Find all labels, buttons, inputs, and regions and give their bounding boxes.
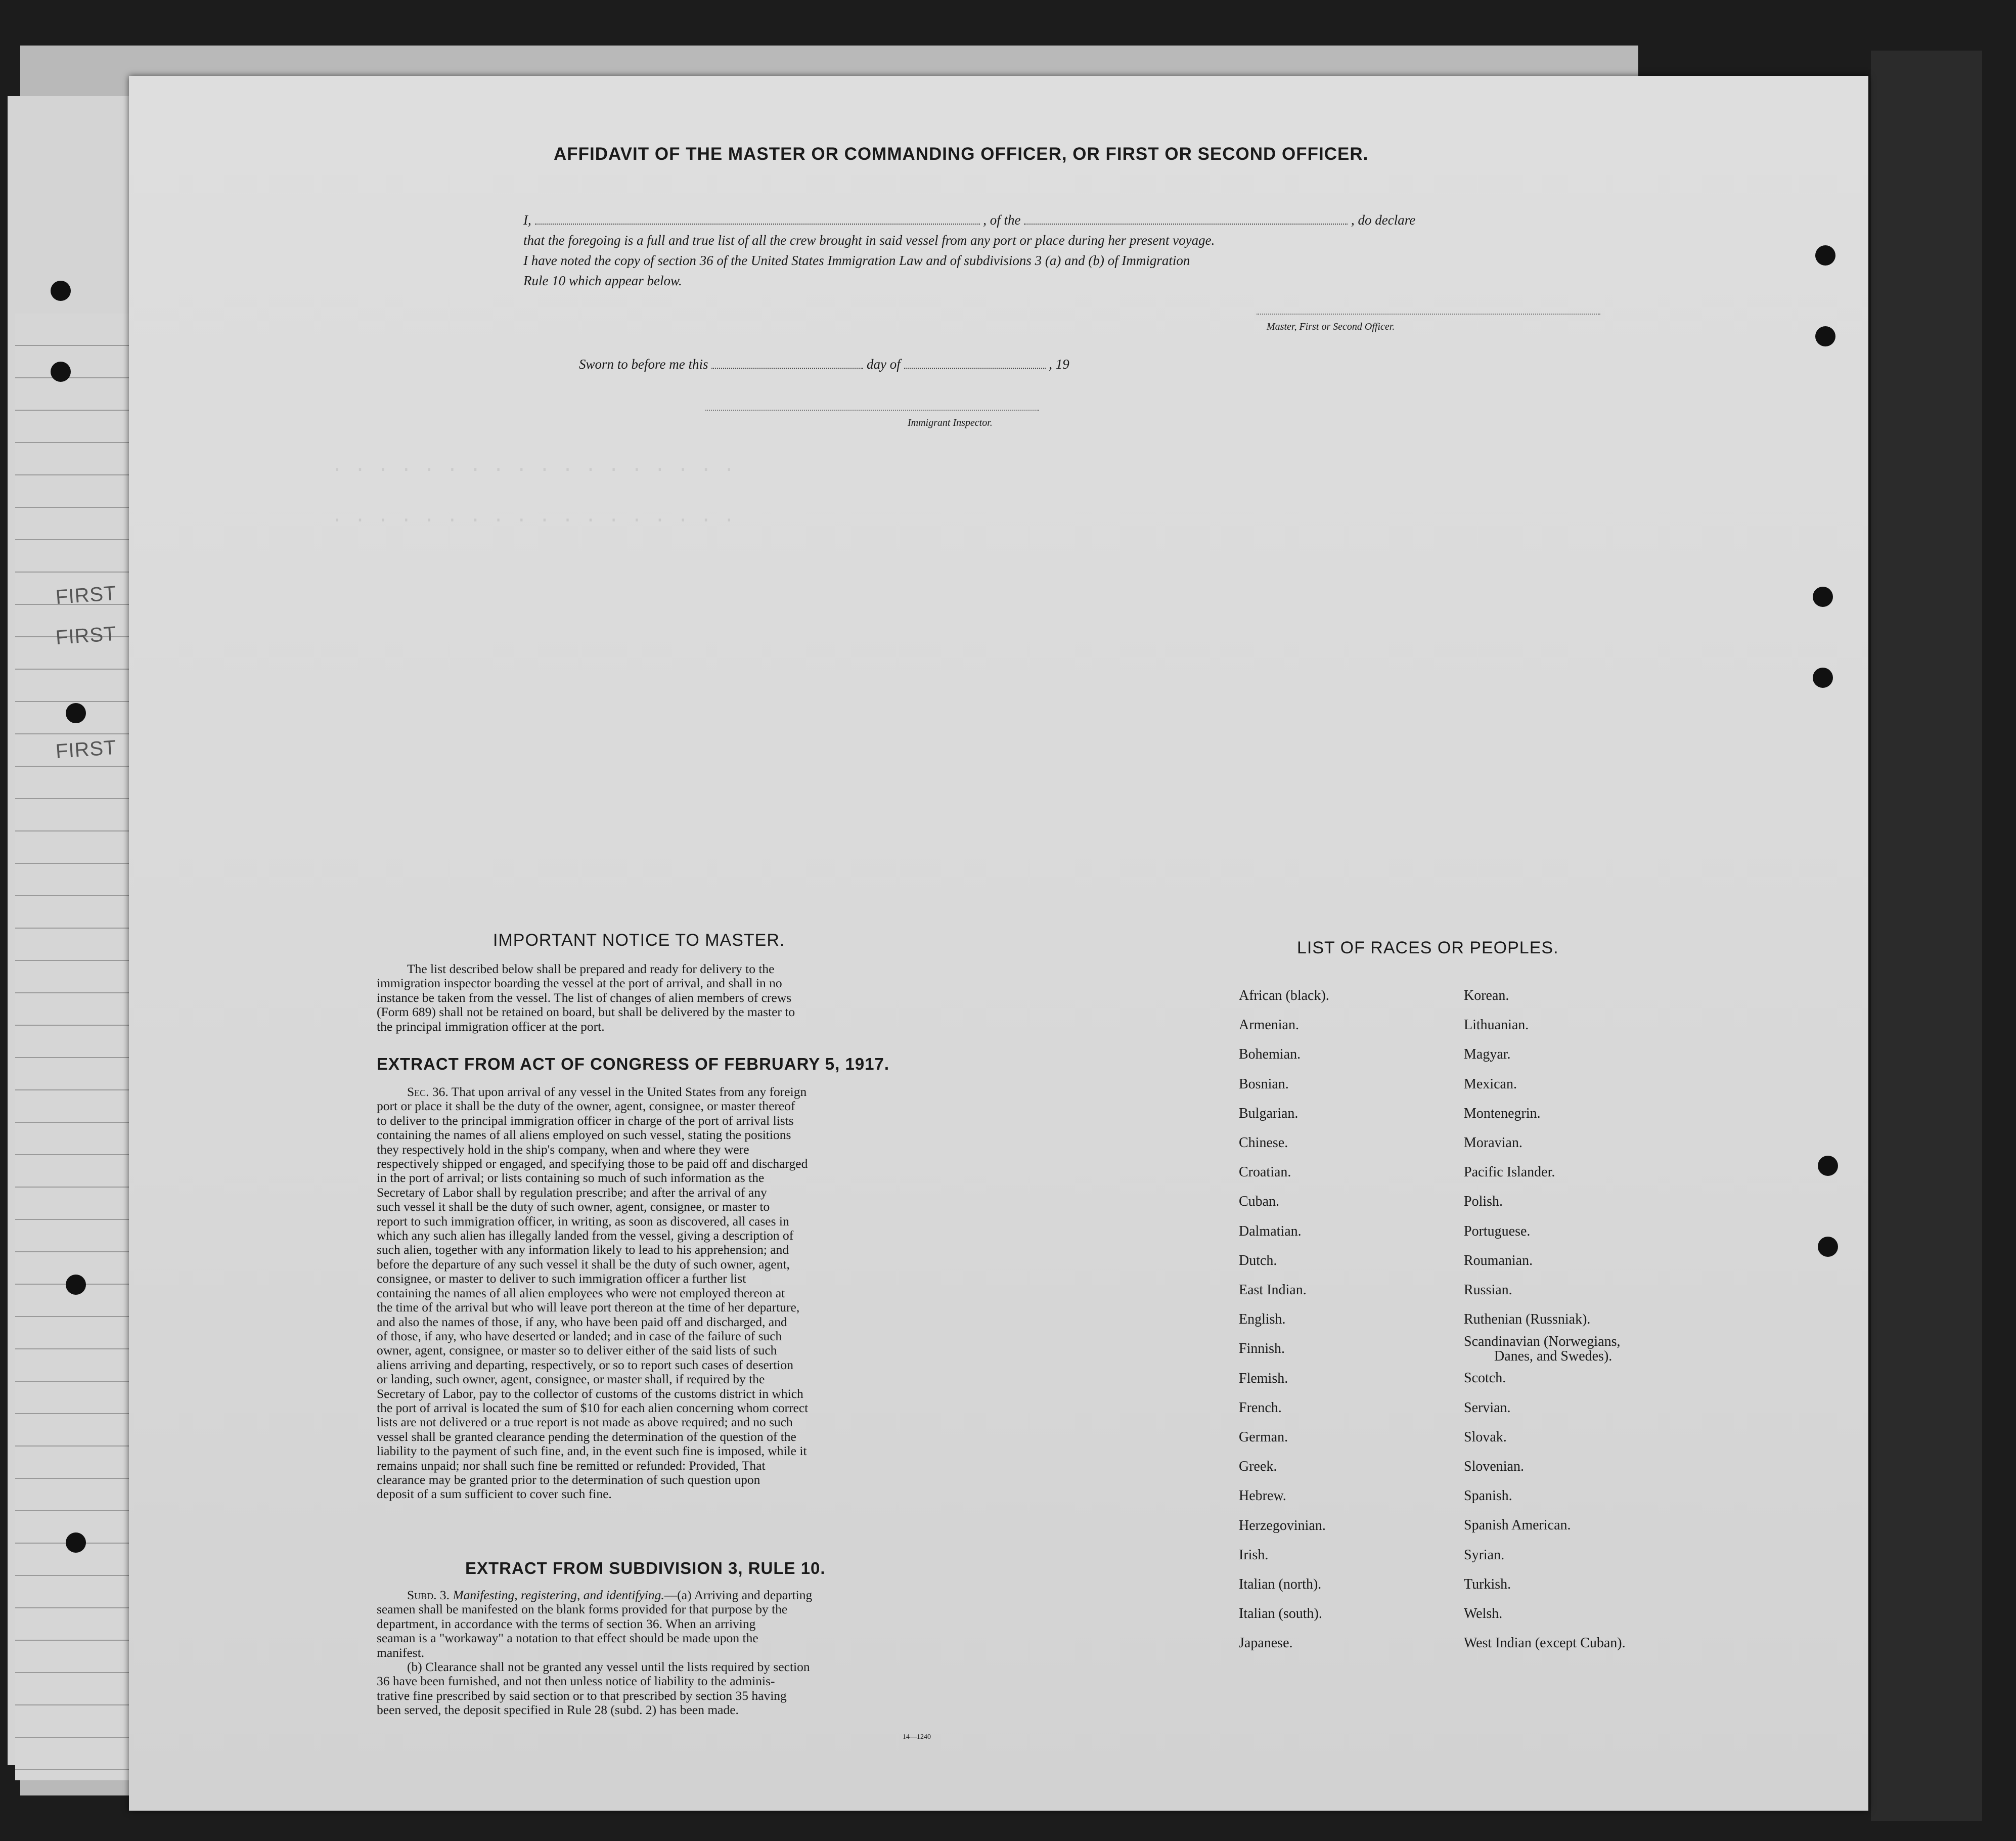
- first-stamp: FIRST: [55, 582, 117, 609]
- bleed-through-text: . . . . . . . . . . . . . . . . . .: [331, 455, 735, 477]
- act-line: containing the names of all aliens employed on such vessel, stating the positions: [377, 1127, 791, 1143]
- race-item: Greek.: [1239, 1459, 1277, 1475]
- sworn-text: Sworn to before me this: [579, 357, 708, 372]
- vessel-blank[interactable]: [1024, 213, 1348, 225]
- punch-hole: [1815, 245, 1835, 266]
- race-item: Finnish.: [1239, 1341, 1285, 1357]
- race-item: Bulgarian.: [1239, 1105, 1298, 1121]
- sworn-line: [579, 357, 1069, 372]
- race-item: Scandinavian (Norwegians,: [1464, 1334, 1621, 1350]
- act-line: vessel shall be granted clearance pending the determination of the question of the: [377, 1429, 796, 1444]
- inspector-signature-line[interactable]: [705, 410, 1039, 411]
- act-line: deposit of a sum sufficient to cover such fine.: [377, 1486, 612, 1502]
- race-item: East Indian.: [1239, 1282, 1307, 1298]
- race-item: Moravian.: [1464, 1135, 1522, 1151]
- act-line: aliens arriving and departing, respectively, or so to report such cases of desertion: [377, 1357, 793, 1372]
- name-blank[interactable]: [535, 213, 980, 225]
- act-line: or landing, such owner, agent, consignee, or master shall, if required by the: [377, 1372, 765, 1387]
- race-item: Ruthenian (Russniak).: [1464, 1311, 1591, 1328]
- races-title: LIST OF RACES OR PEOPLES.: [1297, 938, 1559, 957]
- act-line: [377, 1085, 1090, 1099]
- notice-line: the principal immigration officer at the port.: [377, 1019, 605, 1034]
- signature-line[interactable]: [1257, 314, 1600, 315]
- race-item: Scotch.: [1464, 1370, 1506, 1386]
- act-line: port or place it shall be the duty of the owner, agent, consignee, or master thereof: [377, 1099, 795, 1114]
- race-item: Roumanian.: [1464, 1252, 1533, 1268]
- punch-hole: [1813, 587, 1833, 607]
- punch-hole: [51, 281, 71, 301]
- race-item: Spanish American.: [1464, 1517, 1571, 1533]
- act-line: Secretary of Labor shall by regulation prescribe; and after the arrival of any: [377, 1185, 767, 1200]
- rule-line: seamen shall be manifested on the blank forms provided for that purpose by the: [377, 1602, 788, 1617]
- act-line: to deliver to the principal immigration officer in charge of the port of arrival lists: [377, 1113, 794, 1128]
- rule-extract-title: EXTRACT FROM SUBDIVISION 3, RULE 10.: [465, 1559, 826, 1577]
- race-item: Croatian.: [1239, 1164, 1291, 1180]
- race-item: Lithuanian.: [1464, 1017, 1529, 1033]
- declaration-line-3: I have noted the copy of section 36 of the United States Immigration Law and of subdivisions 3 (a) and (b) of Immigration: [523, 253, 1190, 268]
- race-item: Cuban.: [1239, 1194, 1280, 1210]
- notice-line: (Form 689) shall not be retained on board, but shall be delivered by the master to: [377, 1004, 795, 1020]
- race-item: Korean.: [1464, 988, 1509, 1003]
- year-text: , 19: [1049, 357, 1069, 372]
- inspector-label: Immigrant Inspector.: [908, 417, 993, 428]
- races-left-column: [1239, 981, 1329, 1658]
- punch-hole: [66, 1275, 86, 1295]
- punch-hole: [51, 362, 71, 382]
- race-item: Dalmatian.: [1239, 1223, 1302, 1239]
- act-line: the port of arrival is located the sum of $10 for each alien concerning whom correct: [377, 1400, 809, 1415]
- punch-hole: [66, 703, 86, 723]
- act-line: clearance may be granted prior to the determination of such question upon: [377, 1472, 760, 1487]
- race-item: French.: [1239, 1399, 1282, 1416]
- act-extract-title: EXTRACT FROM ACT OF CONGRESS OF FEBRUARY 5, 1917.: [377, 1055, 890, 1073]
- rule-line: department, in accordance with the terms of section 36. When an arriving: [377, 1616, 756, 1631]
- act-line: consignee, or master to deliver to such immigration officer a further list: [377, 1271, 746, 1286]
- race-item: Slovak.: [1464, 1429, 1507, 1445]
- rule-line: 36 have been furnished, and not then unless notice of liability to the adminis-: [377, 1674, 775, 1689]
- act-line: the time of the arrival but who will leave port thereon at the time of her departure,: [377, 1300, 800, 1315]
- race-item: Syrian.: [1464, 1547, 1505, 1563]
- declaration-do-declare: , do declare: [1351, 212, 1416, 228]
- act-line: remains unpaid; nor shall such fine be remitted or refunded: Provided, That: [377, 1458, 766, 1473]
- race-item: German.: [1239, 1429, 1288, 1445]
- race-item: Chinese.: [1239, 1135, 1288, 1151]
- sworn-month-blank[interactable]: [904, 358, 1046, 369]
- act-line: and also the names of those, if any, who have been paid off and discharged, and: [377, 1314, 787, 1329]
- act-line: Secretary of Labor, pay to the collector of customs of the customs district in which: [377, 1386, 803, 1401]
- notice-line: immigration inspector boarding the vessel at the port of arrival, and shall in no: [377, 976, 782, 991]
- race-item: Servian.: [1464, 1399, 1511, 1416]
- punch-hole: [1813, 668, 1833, 688]
- race-item: Bohemian.: [1239, 1046, 1301, 1063]
- rule-line: seaman is a "workaway" a notation to that effect should be made upon the: [377, 1631, 758, 1646]
- race-item: West Indian (except Cuban).: [1464, 1635, 1626, 1651]
- rule-line: [377, 1588, 1090, 1602]
- rule-line: trative fine prescribed by said section or to that prescribed by section 35 having: [377, 1688, 787, 1703]
- notice-paragraph: [377, 962, 1090, 1034]
- declaration-of-the: , of the: [983, 212, 1021, 228]
- declaration-line-2: that the foregoing is a full and true list of all the crew brought in said vessel from any port or place during her present voyage.: [523, 233, 1215, 248]
- rule-line: manifest.: [377, 1645, 425, 1660]
- act-line: of those, if any, who have deserted or landed; and in case of the failure of such: [377, 1328, 782, 1343]
- declaration-line-4: Rule 10 which appear below.: [523, 273, 682, 288]
- act-line: they respectively hold in the ship's company, when and where they were: [377, 1142, 749, 1157]
- notice-line: instance be taken from the vessel. The list of changes of alien members of crews: [377, 990, 792, 1005]
- rule-line: (b) Clearance shall not be granted any vessel until the lists required by section: [407, 1659, 810, 1675]
- declaration-i: I,: [523, 212, 531, 228]
- act-line: which any such alien has illegally landed from the vessel, giving a description of: [377, 1228, 794, 1243]
- race-item: Spanish.: [1464, 1488, 1512, 1504]
- punch-hole: [1818, 1237, 1838, 1257]
- signature-label: Master, First or Second Officer.: [1267, 321, 1395, 332]
- rule-line: been served, the deposit specified in Rule 28 (subd. 2) has been made.: [377, 1702, 739, 1718]
- punch-hole: [1818, 1156, 1838, 1176]
- race-item: Magyar.: [1464, 1046, 1511, 1063]
- punch-hole: [66, 1532, 86, 1553]
- race-item: Danes, and Swedes).: [1494, 1348, 1612, 1365]
- declaration-line-1: [523, 212, 1415, 228]
- race-item: Hebrew.: [1239, 1488, 1286, 1504]
- race-item: Montenegrin.: [1464, 1105, 1541, 1121]
- sworn-day-blank[interactable]: [711, 358, 863, 369]
- binder-edge: [1871, 51, 1982, 1821]
- race-item: Mexican.: [1464, 1076, 1517, 1092]
- act-line: liability to the payment of such fine, and, in the event such fine is imposed, while it: [377, 1443, 807, 1459]
- race-item: Armenian.: [1239, 1017, 1299, 1033]
- race-item: African (black).: [1239, 988, 1329, 1003]
- race-item: Pacific Islander.: [1464, 1164, 1555, 1180]
- notice-line: The list described below shall be prepared and ready for delivery to the: [407, 961, 775, 976]
- act-line: respectively shipped or engaged, and specifying those to be paid off and discharged: [377, 1156, 808, 1171]
- race-item: Italian (north).: [1239, 1576, 1322, 1593]
- race-item: Japanese.: [1239, 1635, 1293, 1651]
- act-extract-paragraph: [377, 1085, 1090, 1502]
- race-item: Herzegovinian.: [1239, 1517, 1326, 1533]
- first-stamp: FIRST: [55, 736, 117, 763]
- races-right-column: [1464, 981, 1626, 1658]
- act-line: such vessel it shall be the duty of such owner, agent, consignee, or master to: [377, 1199, 770, 1214]
- race-item: Flemish.: [1239, 1370, 1288, 1386]
- affidavit-title: AFFIDAVIT OF THE MASTER OR COMMANDING OFFICER, OR FIRST OR SECOND OFFICER.: [554, 144, 1369, 164]
- document-page: [129, 76, 1868, 1811]
- race-item: Welsh.: [1464, 1606, 1503, 1622]
- race-item: Portuguese.: [1464, 1223, 1531, 1239]
- section-label: Sec. 36.: [407, 1084, 449, 1099]
- act-line: lists are not delivered or a true report is not made as above required; and no such: [377, 1415, 793, 1430]
- race-item: Italian (south).: [1239, 1606, 1322, 1622]
- form-number: 14—1240: [903, 1733, 931, 1741]
- act-line: containing the names of all alien employees who were not employed thereon at: [377, 1285, 785, 1300]
- first-stamp: FIRST: [55, 622, 117, 649]
- act-line: report to such immigration officer, in writing, as soon as discovered, all cases in: [377, 1213, 789, 1229]
- race-item: Dutch.: [1239, 1252, 1277, 1268]
- act-line-text: That upon arrival of any vessel in the United States from any foreign: [451, 1084, 807, 1099]
- race-item: English.: [1239, 1311, 1286, 1328]
- race-item: Bosnian.: [1239, 1076, 1289, 1092]
- bleed-through-text: . . . . . . . . . . . . . . . . . .: [331, 506, 735, 528]
- rule-line-text: —(a) Arriving and departing: [664, 1588, 813, 1602]
- race-item: Turkish.: [1464, 1576, 1511, 1592]
- subd-label: Subd. 3.: [407, 1588, 450, 1602]
- race-item: Irish.: [1239, 1547, 1269, 1563]
- act-line: owner, agent, consignee, or master so to deliver either of the said lists of such: [377, 1343, 777, 1358]
- rule-extract-paragraph: [377, 1588, 1090, 1718]
- subd-heading: Manifesting, registering, and identifying.: [453, 1588, 664, 1602]
- race-item: Polish.: [1464, 1194, 1503, 1210]
- act-line: in the port of arrival; or lists containing so much of such information as the: [377, 1170, 765, 1186]
- punch-hole: [1815, 326, 1835, 346]
- ledger-ruled-lines: [15, 314, 142, 1780]
- day-of-text: day of: [867, 357, 901, 372]
- notice-title: IMPORTANT NOTICE TO MASTER.: [493, 931, 785, 950]
- race-item: Slovenian.: [1464, 1459, 1524, 1475]
- act-line: before the departure of any such vessel it shall be the duty of such owner, agent,: [377, 1256, 790, 1272]
- race-item: Russian.: [1464, 1282, 1512, 1298]
- act-line: such alien, together with any information likely to lead to his apprehension; and: [377, 1242, 789, 1257]
